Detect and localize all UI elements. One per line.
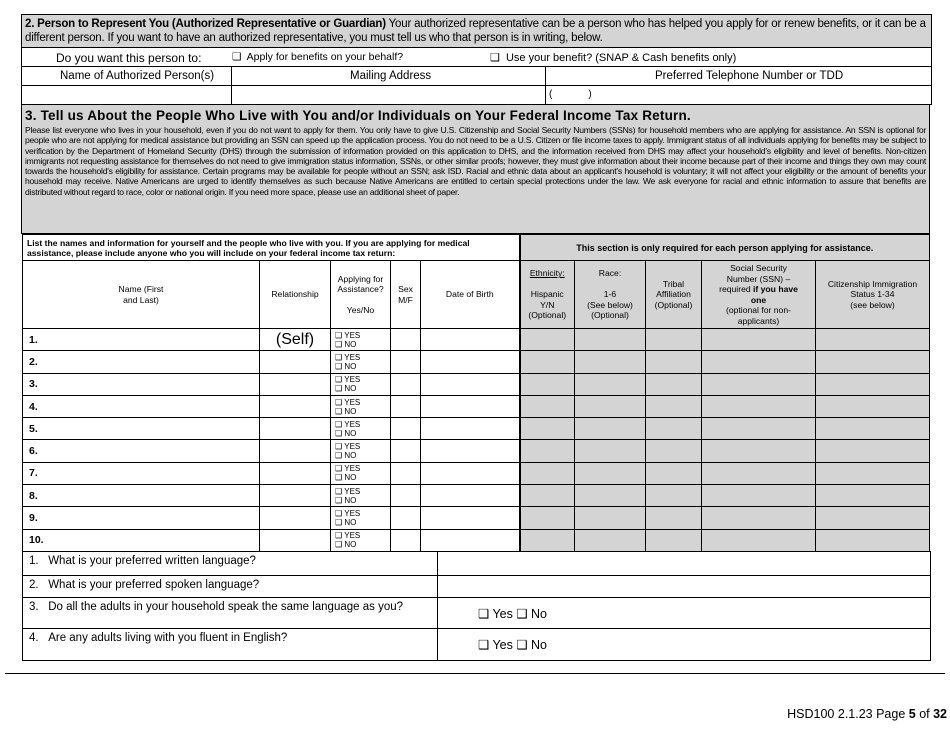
ethnicity-cell[interactable] — [520, 507, 575, 529]
member-name-cell[interactable]: 4. — [23, 395, 260, 417]
tribal-cell[interactable] — [646, 395, 702, 417]
section-2-intro: Your authorized representative can be a person who has helped you apply for or renew benefits, or it can be a different person. If you want to have an authorized representative, you must tell us who that person is in writing, below. — [25, 18, 926, 44]
household-row — [23, 485, 930, 507]
dob-cell[interactable] — [421, 462, 520, 484]
ethnicity-cell[interactable] — [520, 351, 575, 373]
relationship-cell[interactable] — [260, 462, 331, 484]
tribal-cell[interactable] — [646, 351, 702, 373]
applying-yes-checkbox[interactable]: ❑ YES — [335, 419, 361, 429]
ssn-cell[interactable] — [702, 395, 816, 417]
language-question-row — [23, 598, 931, 629]
ethnicity-cell[interactable] — [520, 440, 575, 462]
household-row — [23, 462, 930, 484]
citizenship-cell[interactable] — [816, 329, 930, 351]
representative-entry-row — [22, 86, 931, 104]
household-left-header: List the names and information for yourself and the people who live with you. If you are applying for medical assistance, please include anyone who you will include on your federal income tax return: — [23, 235, 520, 261]
applying-cell — [331, 351, 391, 373]
sex-cell[interactable] — [391, 485, 421, 507]
applying-cell — [331, 373, 391, 395]
col-race: Race: 1-6 (See below) (Optional) — [575, 261, 646, 329]
race-cell[interactable] — [575, 329, 646, 351]
tribal-cell[interactable] — [646, 329, 702, 351]
member-name-cell[interactable]: 10. — [23, 529, 260, 551]
ssn-cell[interactable] — [702, 440, 816, 462]
total-pages: 32 — [933, 707, 947, 721]
language-answer-field[interactable] — [438, 552, 931, 576]
authorized-representative-grid — [21, 48, 932, 105]
sex-cell[interactable] — [391, 373, 421, 395]
member-name-cell[interactable]: 8. — [23, 485, 260, 507]
member-name-cell[interactable]: 9. — [23, 507, 260, 529]
member-name-cell[interactable]: 6. — [23, 440, 260, 462]
ethnicity-cell[interactable] — [520, 395, 575, 417]
sex-cell[interactable] — [391, 440, 421, 462]
section-2-header — [21, 14, 932, 48]
citizenship-cell[interactable] — [816, 351, 930, 373]
household-row — [23, 529, 930, 551]
area-code-close: ) — [588, 89, 592, 100]
rep-phone-field[interactable] — [549, 89, 592, 100]
language-question-row — [23, 629, 931, 661]
race-cell[interactable] — [575, 462, 646, 484]
sex-cell[interactable] — [391, 507, 421, 529]
rep-phone-column: Preferred Telephone Number or TDD — [655, 70, 844, 82]
dob-cell[interactable] — [421, 329, 520, 351]
relationship-cell[interactable]: (Self) — [260, 329, 331, 351]
rep-address-column: Mailing Address — [350, 70, 432, 82]
dob-cell[interactable] — [421, 351, 520, 373]
household-right-header: This section is only required for each person applying for assistance. — [520, 235, 930, 261]
use-benefit-label: Use your benefit? (SNAP & Cash benefits only) — [505, 52, 737, 64]
applying-yes-checkbox[interactable]: ❑ YES — [335, 442, 361, 452]
form-id: HSD100 2.1.23 Page — [787, 707, 909, 721]
ssn-cell[interactable] — [702, 507, 816, 529]
language-question-row — [23, 552, 931, 576]
language-answer-field[interactable] — [438, 576, 931, 598]
citizenship-cell[interactable] — [816, 507, 930, 529]
ethnicity-cell[interactable] — [520, 485, 575, 507]
applying-no-checkbox[interactable]: ❑ NO — [335, 339, 357, 349]
household-row — [23, 440, 930, 462]
race-cell[interactable] — [575, 440, 646, 462]
applying-no-checkbox[interactable]: ❑ NO — [335, 518, 357, 528]
member-name-cell[interactable]: 2. — [23, 351, 260, 373]
race-cell[interactable] — [575, 507, 646, 529]
sex-cell[interactable] — [391, 462, 421, 484]
ssn-cell[interactable] — [702, 418, 816, 440]
household-row — [23, 418, 930, 440]
applying-cell — [331, 529, 391, 551]
ssn-cell[interactable] — [702, 373, 816, 395]
member-name-cell[interactable]: 1. — [23, 329, 260, 351]
race-cell[interactable] — [575, 373, 646, 395]
applying-yes-checkbox[interactable]: ❑ YES — [335, 375, 361, 385]
dob-cell[interactable] — [421, 440, 520, 462]
rep-address-field[interactable] — [232, 86, 545, 103]
relationship-cell[interactable] — [260, 418, 331, 440]
ethnicity-cell[interactable] — [520, 462, 575, 484]
language-answer-field[interactable]: ❑ Yes ❑ No — [438, 629, 931, 661]
ssn-cell[interactable] — [702, 529, 816, 551]
applying-yes-checkbox[interactable]: ❑ YES — [335, 486, 361, 496]
citizenship-cell[interactable] — [816, 395, 930, 417]
tribal-cell[interactable] — [646, 507, 702, 529]
ethnicity-cell[interactable] — [520, 418, 575, 440]
citizenship-cell[interactable] — [816, 529, 930, 551]
household-members-table — [22, 234, 930, 552]
ssn-cell[interactable] — [702, 329, 816, 351]
applying-cell — [331, 395, 391, 417]
applying-cell — [331, 440, 391, 462]
dob-cell[interactable] — [421, 485, 520, 507]
applying-cell — [331, 507, 391, 529]
representative-question: Do you want this person to: — [56, 51, 202, 65]
relationship-cell[interactable] — [260, 373, 331, 395]
citizenship-cell[interactable] — [816, 440, 930, 462]
sex-cell[interactable] — [391, 418, 421, 440]
sex-cell[interactable] — [391, 329, 421, 351]
language-question-row — [23, 576, 931, 598]
applying-no-checkbox[interactable]: ❑ NO — [335, 451, 357, 461]
ethnicity-cell[interactable] — [520, 329, 575, 351]
sex-cell[interactable] — [391, 529, 421, 551]
sex-cell[interactable] — [391, 351, 421, 373]
applying-cell — [331, 418, 391, 440]
household-row — [23, 373, 930, 395]
language-answer-field[interactable]: ❑ Yes ❑ No — [438, 598, 931, 629]
col-ssn: Social Security Number (SSN) – required if you have one (optional for non- applicants) — [702, 261, 816, 329]
citizenship-cell[interactable] — [816, 485, 930, 507]
col-name: Name (First and Last) — [23, 261, 260, 329]
applying-no-checkbox[interactable]: ❑ NO — [335, 540, 357, 550]
col-ethnicity: Ethnicity: Hispanic Y/N (Optional) — [520, 261, 575, 329]
member-name-cell[interactable]: 3. — [23, 373, 260, 395]
household-row — [23, 351, 930, 373]
applying-yes-checkbox[interactable]: ❑ YES — [335, 509, 361, 519]
dob-cell[interactable] — [421, 373, 520, 395]
tribal-cell[interactable] — [646, 485, 702, 507]
member-name-cell[interactable]: 7. — [23, 462, 260, 484]
tribal-cell[interactable] — [646, 373, 702, 395]
representative-purpose-row — [22, 48, 931, 67]
tribal-cell[interactable] — [646, 418, 702, 440]
section-3-title: 3. Tell us About the People Who Live with You and/or Individuals on Your Federal Income Tax Return. — [25, 108, 691, 123]
race-cell[interactable] — [575, 485, 646, 507]
applying-yes-checkbox[interactable]: ❑ YES — [335, 352, 361, 362]
applying-no-checkbox[interactable]: ❑ NO — [335, 361, 357, 371]
applying-no-checkbox[interactable]: ❑ NO — [335, 406, 357, 416]
applying-yes-checkbox[interactable]: ❑ YES — [335, 330, 361, 340]
page-divider — [5, 673, 945, 674]
race-cell[interactable] — [575, 351, 646, 373]
dob-cell[interactable] — [421, 507, 520, 529]
dob-cell[interactable] — [421, 418, 520, 440]
applying-yes-checkbox[interactable]: ❑ YES — [335, 464, 361, 474]
col-tribal: Tribal Affiliation (Optional) — [646, 261, 702, 329]
race-cell[interactable] — [575, 418, 646, 440]
col-applying: Applying for Assistance? Yes/No — [331, 261, 391, 329]
applying-cell — [331, 485, 391, 507]
relationship-cell[interactable] — [260, 485, 331, 507]
ssn-cell[interactable] — [702, 462, 816, 484]
applying-cell — [331, 329, 391, 351]
language-question: 4. Are any adults living with you fluent in English? — [23, 629, 438, 661]
citizenship-cell[interactable] — [816, 373, 930, 395]
household-row — [23, 395, 930, 417]
member-name-cell[interactable]: 5. — [23, 418, 260, 440]
applying-no-checkbox[interactable]: ❑ NO — [335, 473, 357, 483]
citizenship-cell[interactable] — [816, 462, 930, 484]
relationship-cell[interactable] — [260, 440, 331, 462]
household-row — [23, 329, 930, 351]
language-question: 1. What is your preferred written language? — [23, 552, 438, 576]
section-3-instructions: Please list everyone who lives in your household, even if you do not want to apply for them. You only have to give U.S. Citizenship and Social Security Numbers (SSNs) for household members who are applying for assistance. An SSN is optional for people who are not applying for medical assistance but providing an SSN can speed up the application process. You do not need to be a U.S. Citizen or file income taxes to apply. Immigrant status of all individuals applying for benefits may be subject to verification by the Department of Homeland Security (DHS) through the submission of information provided on this application to DHS, and the information received from DHS may affect your household's eligibility and level of benefits. Non-citizen immigrants not requesting assistance for themselves do not need to give immigration status information, SSNs, or other similar proofs; however, they must give information about their income because part of their income and things they own may count towards the household's eligibility for assistance. Certain programs may be available for people without an SSN; ask ISD. Racial and ethnic data about an applicant's household is voluntary; it will not affect your eligibility or the amount of benefits your household may receive. Native Americans are urged to identify themselves as such because Native Americans are entitled to certain special protections under the law. We ask everyone for racial and ethnic information to assure that benefits are distributed without regard to race, color or national origin. If you need more space, please use an additional sheet of paper. — [25, 125, 926, 197]
applying-yes-checkbox[interactable]: ❑ YES — [335, 397, 361, 407]
dob-cell[interactable] — [421, 395, 520, 417]
col-relationship: Relationship — [260, 261, 331, 329]
representative-header-row — [22, 67, 931, 86]
tribal-cell[interactable] — [646, 440, 702, 462]
language-question: 2. What is your preferred spoken language? — [23, 576, 438, 598]
applying-no-checkbox[interactable]: ❑ NO — [335, 495, 357, 505]
col-citizenship: Citizenship Immigration Status 1-34 (see below) — [816, 261, 930, 329]
dob-cell[interactable] — [421, 529, 520, 551]
sex-cell[interactable] — [391, 395, 421, 417]
language-question: 3. Do all the adults in your household speak the same language as you? — [23, 598, 438, 629]
race-cell[interactable] — [575, 395, 646, 417]
ssn-cell[interactable] — [702, 485, 816, 507]
ethnicity-cell[interactable] — [520, 529, 575, 551]
relationship-cell[interactable] — [260, 395, 331, 417]
page-footer: HSD100 2.1.23 Page 5 of 32 — [787, 707, 947, 721]
race-cell[interactable] — [575, 529, 646, 551]
rep-name-field[interactable] — [22, 86, 231, 103]
section-2-heading: 2. Person to Represent You (Authorized Representative or Guardian) — [25, 18, 386, 30]
language-questions-table — [22, 551, 931, 661]
tribal-cell[interactable] — [646, 462, 702, 484]
household-row — [23, 507, 930, 529]
area-code-open: ( — [549, 89, 553, 100]
rep-name-column: Name of Authorized Person(s) — [60, 70, 215, 82]
relationship-cell[interactable] — [260, 351, 331, 373]
citizenship-cell[interactable] — [816, 418, 930, 440]
applying-cell — [331, 462, 391, 484]
relationship-cell[interactable] — [260, 507, 331, 529]
current-page: 5 — [908, 707, 916, 721]
applying-no-checkbox[interactable]: ❑ NO — [335, 428, 357, 438]
section-3-header — [21, 105, 930, 234]
applying-yes-checkbox[interactable]: ❑ YES — [335, 531, 361, 541]
apply-on-behalf-checkbox[interactable]: ❑ Apply for benefits on your behalf? — [232, 51, 404, 63]
ssn-cell[interactable] — [702, 351, 816, 373]
apply-on-behalf-label: Apply for benefits on your behalf? — [246, 51, 404, 63]
use-benefit-checkbox[interactable]: ❑ Use your benefit? (SNAP & Cash benefits only) — [490, 52, 737, 64]
col-dob: Date of Birth — [421, 261, 520, 329]
col-sex: Sex M/F — [391, 261, 421, 329]
ethnicity-cell[interactable] — [520, 373, 575, 395]
relationship-cell[interactable] — [260, 529, 331, 551]
tribal-cell[interactable] — [646, 529, 702, 551]
applying-no-checkbox[interactable]: ❑ NO — [335, 384, 357, 394]
